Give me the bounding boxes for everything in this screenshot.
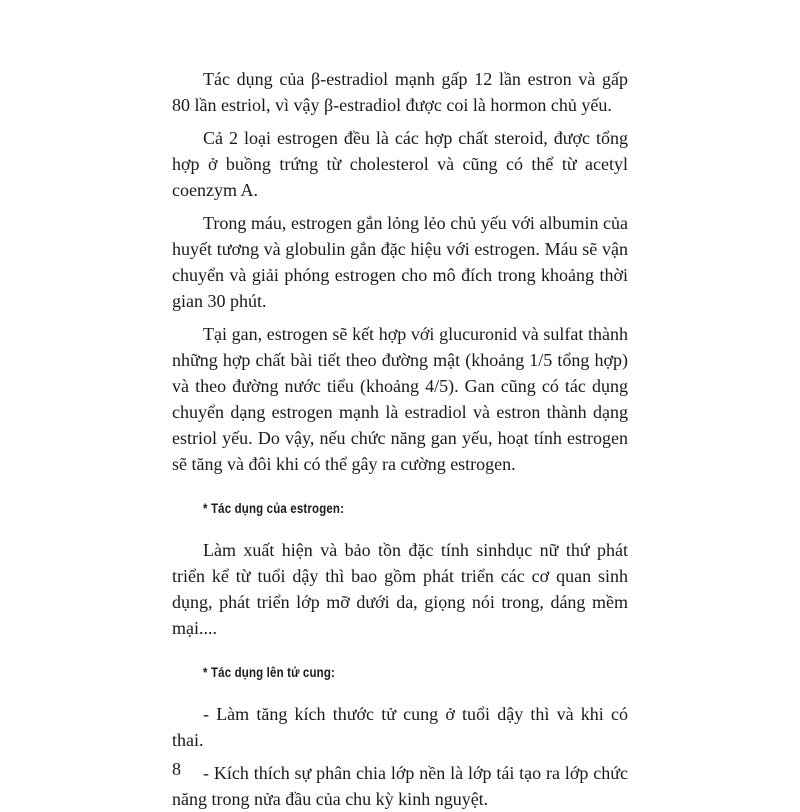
paragraph-estradiol-potency: Tác dụng của β-estradiol mạnh gấp 12 lần estron và gấp 80 lần estriol, vì vậy β-estradiol được coi là hormon chủ yếu.: [172, 69, 628, 115]
page-number: 8: [172, 759, 181, 779]
heading-uterus-effects: * Tác dụng lên tử cung:: [203, 664, 335, 680]
paragraph-estrogen-effects: Làm xuất hiện và bảo tồn đặc tính sinhdục nữ thứ phát triển kể từ tuổi dậy thì bao gồm phát triển các cơ quan sinh dụng, phát triển lớp mỡ dưới da, giọng nói trong, dáng mềm mại....: [172, 540, 628, 638]
page-body: [172, 66, 628, 812]
paragraph-estrogen-in-blood: Trong máu, estrogen gắn lỏng lẻo chủ yếu với albumin của huyết tương và globulin gắn đặc hiệu với estrogen. Máu sẽ vận chuyển và giải phóng estrogen cho mô đích trong khoảng thời gian 30 phút.: [172, 213, 628, 311]
paragraph-estrogen-synthesis: Cả 2 loại estrogen đều là các hợp chất steroid, được tổng hợp ở buồng trứng từ cholesterol và cũng có thể từ acetyl coenzym A.: [172, 128, 628, 200]
list-item-uterus-size: - Làm tăng kích thước tử cung ở tuổi dậy thì và khi có thai.: [172, 704, 628, 750]
paragraph-estrogen-in-liver: Tại gan, estrogen sẽ kết hợp với glucuronid và sulfat thành những hợp chất bài tiết theo đường mật (khoảng 1/5 tổng hợp) và theo đường nước tiểu (khoảng 4/5). Gan cũng có tác dụng chuyển dạng estrogen mạnh là estradiol và estron thành dạng estriol yếu. Do vậy, nếu chức năng gan yếu, hoạt tính estrogen sẽ tăng và đôi khi có thể gây ra cường estrogen.: [172, 324, 628, 474]
list-item-uterus-layer: - Kích thích sự phân chia lớp nền là lớp tái tạo ra lớp chức năng trong nửa đầu của chu kỳ kinh nguyệt.: [172, 763, 628, 809]
heading-estrogen-effects: * Tác dụng của estrogen:: [203, 500, 345, 516]
